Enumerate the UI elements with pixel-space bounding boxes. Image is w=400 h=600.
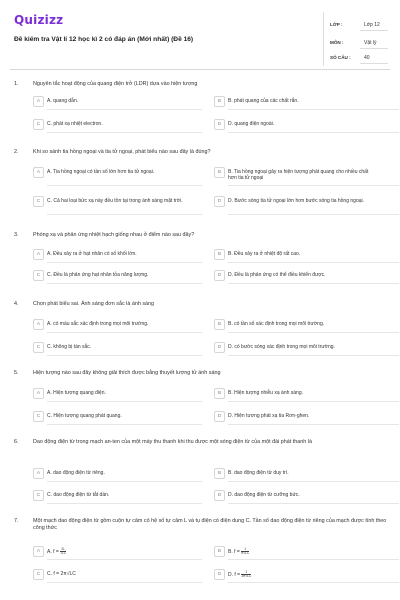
option-underline (47, 283, 202, 284)
option-underline (47, 262, 202, 263)
option-text: D. dao động điện từ cưỡng bức. (228, 492, 300, 498)
option-d[interactable] (214, 118, 381, 133)
option-letter[interactable]: C (33, 569, 44, 580)
option-b[interactable] (214, 166, 381, 186)
meta-key: SỐ CÂU : (330, 55, 351, 60)
option-text: C. không bị tán sắc. (47, 344, 92, 350)
option-letter[interactable]: B (214, 96, 225, 107)
question-number: 4. (14, 301, 19, 307)
option-underline (228, 503, 399, 504)
question-number: 6. (14, 439, 19, 445)
option-formula (47, 548, 197, 556)
option-letter[interactable]: C (33, 411, 44, 422)
option-underline (47, 559, 202, 560)
option-c[interactable] (33, 118, 200, 133)
option-a[interactable] (33, 467, 200, 482)
option-underline (228, 401, 399, 402)
formula-prefix: B. f = (228, 549, 242, 556)
question-text: Hiện tượng nào sau đây không giải thích được bằng thuyết lượng tử ánh sáng (33, 370, 221, 376)
option-c[interactable] (33, 195, 200, 215)
option-text: B. Hiện tượng nhiễu xạ ánh sáng. (228, 390, 304, 396)
formula-prefix: A. f = (47, 549, 61, 556)
meta-key: LỚP : (330, 22, 343, 27)
fraction (241, 571, 251, 579)
option-text: B. Tia hồng ngoại gây ra hiện tượng phát quang cho nhiều chất hơn tia tử ngoại (228, 169, 369, 182)
fraction-numerator: 2L (61, 547, 65, 551)
option-letter[interactable]: B (214, 249, 225, 260)
option-underline (47, 503, 202, 504)
option-letter[interactable]: B (214, 319, 225, 330)
option-underline (47, 424, 202, 425)
option-a[interactable] (33, 387, 200, 402)
option-letter[interactable]: C (33, 270, 44, 281)
meta-row-subject (324, 38, 391, 51)
option-b[interactable] (214, 248, 381, 263)
question-text: Khi so sánh tia hồng ngoại và tia tử ngoại, phát biểu nào sau đây là đúng? (33, 149, 211, 155)
option-letter[interactable]: A (33, 249, 44, 260)
option-text: A. dao động điện từ riêng. (47, 470, 105, 476)
option-letter[interactable]: C (33, 342, 44, 353)
question-text: Phóng xạ và phản ứng nhiệt hạch giống nhau ở điểm nào sau đây? (33, 232, 195, 238)
option-d[interactable] (214, 568, 381, 583)
meta-row-class (324, 20, 391, 33)
option-underline (47, 401, 202, 402)
question-number: 7. (14, 518, 19, 524)
fraction-denominator: π√LC (241, 551, 250, 556)
option-underline (47, 355, 202, 356)
option-text: D. có bước sóng xác định trong mọi môi trường. (228, 344, 335, 350)
option-text: B. có tần số xác định trong mọi môi trường. (228, 321, 325, 327)
question-text: Nguyên tắc hoạt động của quang điện trở (LDR) dựa vào hiện tượng (33, 81, 198, 87)
option-underline (47, 185, 202, 186)
option-a[interactable] (33, 545, 200, 560)
option-letter[interactable]: B (214, 388, 225, 399)
exam-header (10, 8, 390, 68)
option-d[interactable] (214, 410, 381, 425)
option-text: B. dao động điện từ duy trì. (228, 470, 289, 476)
option-c[interactable] (33, 269, 200, 284)
exam-meta (323, 12, 390, 66)
meta-value: 40 (360, 53, 388, 64)
option-letter[interactable]: D (214, 490, 225, 501)
option-letter[interactable]: D (214, 569, 225, 580)
option-letter[interactable]: D (214, 196, 225, 207)
option-letter[interactable]: B (214, 468, 225, 479)
option-c[interactable] (33, 568, 200, 583)
option-a[interactable] (33, 318, 200, 333)
option-letter[interactable]: A (33, 96, 44, 107)
fraction-numerator: 1 (241, 571, 251, 575)
option-letter[interactable]: A (33, 167, 44, 178)
option-a[interactable] (33, 166, 200, 186)
option-letter[interactable]: A (33, 319, 44, 330)
meta-value: Vật lý (360, 38, 388, 49)
option-d[interactable] (214, 489, 381, 504)
option-text: C. Cả hai loại bức xạ này đều tồn tại trong ánh sáng mặt trời. (47, 198, 183, 204)
fraction (241, 548, 249, 556)
option-text: C. Hiện tượng quang phát quang. (47, 413, 122, 419)
option-b[interactable] (214, 387, 381, 402)
fraction-denominator: √LC (60, 551, 67, 556)
option-c[interactable] (33, 410, 200, 425)
option-text: D. Đều là phản ứng có thể điều khiển được. (228, 272, 326, 278)
meta-key: MÔN : (330, 40, 344, 45)
option-letter[interactable]: D (214, 270, 225, 281)
option-underline (228, 214, 399, 215)
question-text: Một mạch dao động điện từ gồm cuộn tự cảm có hệ số tự cảm L và tụ điện có điện dung C. Tần số dao động điện từ riêng của mạch được tính theo công thức (33, 518, 387, 532)
option-underline (228, 582, 399, 583)
fraction (60, 548, 66, 556)
option-text: D. Hiện tượng phát xạ tia Rơn-ghen. (228, 413, 310, 419)
option-letter[interactable]: B (214, 167, 225, 178)
question-text: Chọn phát biểu sai. Ánh sáng đơn sắc là ánh sáng (33, 301, 155, 307)
exam-title: Đề kiểm tra Vật lí 12 học kì 2 có đáp án (Mới nhất) (Đề 16) (14, 36, 194, 43)
option-underline (228, 132, 399, 133)
meta-row-count (324, 53, 391, 66)
option-c[interactable] (33, 489, 200, 504)
option-b[interactable] (214, 95, 381, 110)
option-underline (47, 132, 202, 133)
option-letter[interactable]: A (33, 388, 44, 399)
question-text: Dao động điện từ trong mạch an-ten của một máy thu thanh khi thu được một sóng điện từ của một đài phát thanh là (33, 439, 312, 445)
option-letter[interactable]: A (33, 546, 44, 557)
option-underline (47, 332, 202, 333)
option-letter[interactable]: C (33, 490, 44, 501)
option-underline (47, 109, 202, 110)
option-text: B. Đều xảy ra ở nhiệt độ rất cao. (228, 251, 301, 257)
fraction-numerator: 1 (241, 548, 249, 552)
option-letter[interactable]: A (33, 468, 44, 479)
option-text: A. Tia hồng ngoại có tần số lớn hơn tia tử ngoại. (47, 169, 155, 175)
option-letter[interactable]: D (214, 411, 225, 422)
option-text: C. phát xạ nhiệt electron. (47, 121, 103, 127)
option-underline (228, 109, 399, 110)
option-text: C. Đều là phản ứng hạt nhân tỏa năng lượng. (47, 272, 149, 278)
option-text: B. phát quang của các chất rắn. (228, 98, 299, 104)
option-letter[interactable]: C (33, 196, 44, 207)
option-text: C. f = 2π√LC (47, 571, 76, 577)
option-d[interactable] (214, 341, 381, 356)
option-underline (228, 481, 399, 482)
option-formula (228, 571, 378, 579)
option-text: A. Hiện tượng quang điện. (47, 390, 106, 396)
question-number: 5. (14, 370, 19, 376)
option-d[interactable] (214, 195, 381, 215)
option-letter[interactable]: D (214, 342, 225, 353)
option-text: A. quang dẫn. (47, 98, 79, 104)
fraction-denominator: 2π√LC (241, 574, 252, 579)
option-letter[interactable]: D (214, 119, 225, 130)
option-b[interactable] (214, 318, 381, 333)
option-underline (228, 424, 399, 425)
option-text: D. Bước sóng tia tử ngoại lớn hơn bước sóng tia hồng ngoại. (228, 198, 365, 204)
option-underline (228, 185, 399, 186)
option-b[interactable] (214, 545, 381, 560)
option-text: A. có màu sắc xác định trong mọi môi trường. (47, 321, 149, 327)
option-underline (228, 283, 399, 284)
option-text: D. quang điện ngoài. (228, 121, 275, 127)
option-letter[interactable]: C (33, 119, 44, 130)
option-underline (47, 481, 202, 482)
option-a[interactable] (33, 248, 200, 263)
quizizz-logo: Quizizz (14, 13, 64, 27)
option-underline (228, 332, 399, 333)
option-underline (228, 262, 399, 263)
option-letter[interactable]: B (214, 546, 225, 557)
formula-prefix: D. f = (228, 572, 242, 579)
option-d[interactable] (214, 269, 381, 284)
header-divider (10, 69, 390, 70)
option-underline (228, 355, 399, 356)
meta-value: Lớp 12 (360, 20, 388, 31)
option-b[interactable] (214, 467, 381, 482)
question-number: 2. (14, 149, 19, 155)
question-number: 1. (14, 81, 19, 87)
option-underline (47, 214, 202, 215)
option-a[interactable] (33, 95, 200, 110)
option-underline (47, 582, 202, 583)
question-number: 3. (14, 232, 19, 238)
option-formula (228, 548, 378, 556)
option-underline (228, 559, 399, 560)
option-c[interactable] (33, 341, 200, 356)
option-text: A. Đều xảy ra ở hạt nhân có số khối lớn. (47, 251, 137, 257)
option-text: C. dao động điện từ tắt dần. (47, 492, 110, 498)
